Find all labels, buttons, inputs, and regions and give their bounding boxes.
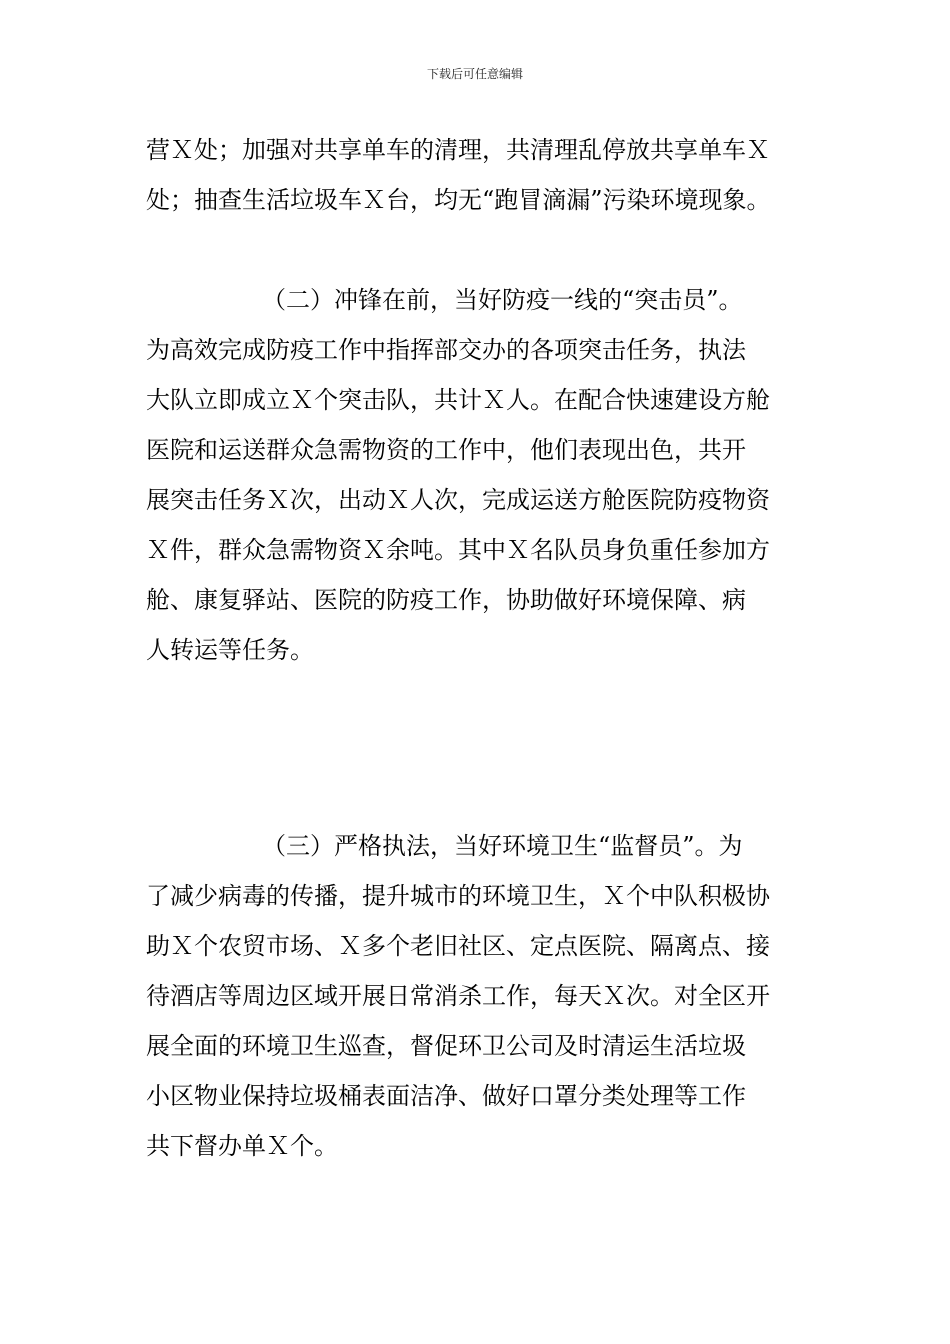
section-heading-3: （三）严格执法，当好环境卫生“监督员”。为 — [262, 832, 743, 860]
text-line: 医院和运送群众急需物资的工作中，他们表现出色，共开 — [146, 436, 746, 464]
text-line: 共下督办单Ｘ个。 — [146, 1132, 338, 1160]
text-line: 展全面的环境卫生巡查，督促环卫公司及时清运生活垃圾 — [146, 1032, 746, 1060]
text-line: 小区物业保持垃圾桶表面洁净、做好口罩分类处理等工作 — [146, 1082, 746, 1110]
text-line: 了减少病毒的传播，提升城市的环境卫生，Ｘ个中队积极协 — [146, 882, 770, 910]
text-line: 展突击任务Ｘ次，出动Ｘ人次，完成运送方舱医院防疫物资 — [146, 486, 770, 514]
text-line: 助Ｘ个农贸市场、Ｘ多个老旧社区、定点医院、隔离点、接 — [146, 932, 770, 960]
page-header-note: 下载后可任意编辑 — [426, 67, 523, 81]
text-line: 为高效完成防疫工作中指挥部交办的各项突击任务，执法 — [146, 336, 746, 364]
text-line: Ｘ件，群众急需物资Ｘ余吨。其中Ｘ名队员身负重任参加方 — [146, 536, 770, 564]
text-line: 人转运等任务。 — [146, 636, 314, 664]
text-line: 大队立即成立Ｘ个突击队，共计Ｘ人。在配合快速建设方舱 — [146, 386, 770, 414]
section-heading-2: （二）冲锋在前，当好防疫一线的“突击员”。 — [262, 286, 743, 314]
text-line: 待酒店等周边区域开展日常消杀工作，每天Ｘ次。对全区开 — [146, 982, 770, 1010]
text-line: 处；抽查生活垃圾车Ｘ台，均无“跑冒滴漏”污染环境现象。 — [146, 186, 771, 214]
text-line: 营Ｘ处；加强对共享单车的清理，共清理乱停放共享单车Ｘ — [146, 136, 770, 164]
text-line: 舱、康复驿站、医院的防疫工作，协助做好环境保障、病 — [146, 586, 746, 614]
